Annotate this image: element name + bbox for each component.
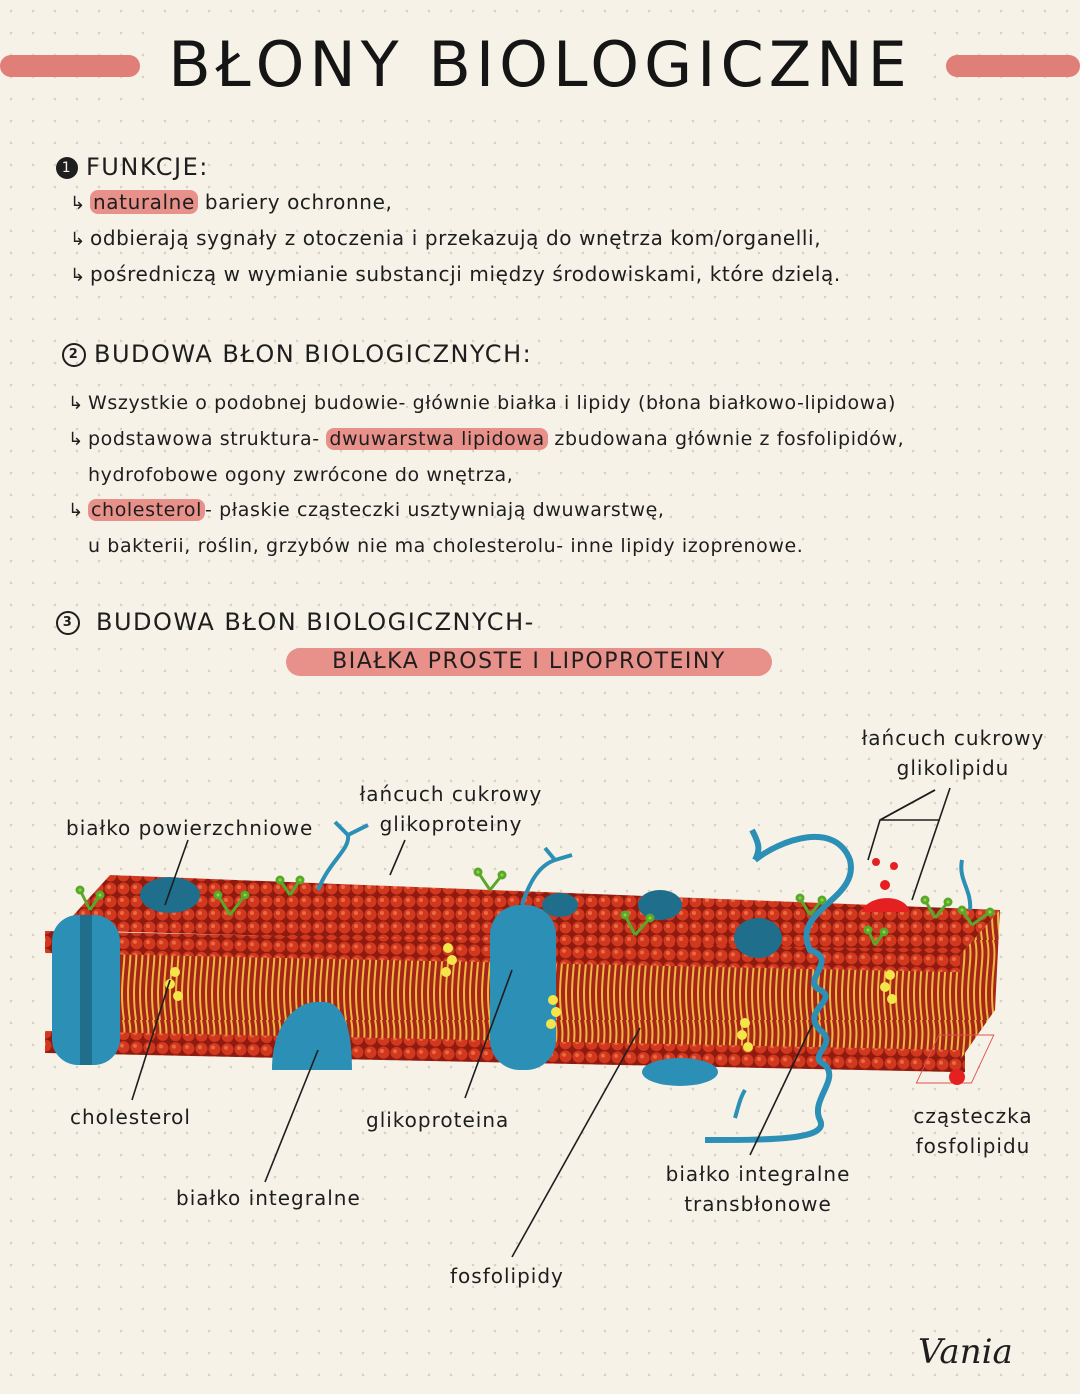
highlight-cholesterol: cholesterol — [88, 499, 205, 521]
section3-number: 3 — [56, 611, 80, 635]
section1-item-1-text: bariery ochronne, — [197, 190, 393, 214]
section3-subheading: BIAŁKA PROSTE I LIPOPROTEINY — [286, 648, 772, 676]
section2-line-3 — [88, 464, 513, 486]
section2-line-4 — [68, 499, 665, 521]
section1-item-3 — [70, 262, 841, 286]
section1-item-1 — [70, 190, 392, 214]
arrow-icon: ↳ — [70, 193, 86, 214]
channel-protein-pore — [80, 915, 92, 1065]
surface-protein — [734, 918, 782, 958]
arrow-icon: ↳ — [68, 393, 84, 414]
sugar-chain — [961, 860, 970, 910]
arrow-icon: ↳ — [68, 429, 84, 450]
signature: Vania — [918, 1332, 1013, 1372]
section2-line-2-prefix: podstawowa struktura- — [88, 428, 327, 450]
label-transmembrane-protein — [640, 1162, 876, 1216]
surface-protein — [638, 890, 682, 920]
section2-line-2 — [68, 428, 904, 450]
section2-line-3-text: hydrofobowe ogony zwrócone do wnętrza, — [88, 464, 514, 486]
highlight-naturalne: naturalne — [90, 190, 198, 214]
section1-heading — [56, 153, 209, 181]
label-transmembrane-l1: białko integralne — [665, 1162, 851, 1186]
section2-line-1 — [68, 392, 896, 414]
label-transmembrane-l2: transbłonowe — [684, 1192, 832, 1216]
surface-protein — [140, 877, 200, 913]
label-glycoprotein-sugar-l1: łańcuch cukrowy — [359, 782, 543, 806]
sugar-chain — [735, 1090, 745, 1118]
page-title — [0, 28, 1080, 101]
section2-line-1-text: Wszystkie o podobnej budowie- głównie białka i lipidy (błona białkowo-lipidowa) — [88, 392, 897, 414]
section3-heading-text: BUDOWA BŁON BIOLOGICZNYCH- — [96, 608, 535, 636]
section2-number: 2 — [62, 343, 86, 367]
label-integral-protein: białko integralne — [176, 1186, 361, 1210]
section2-heading — [62, 340, 532, 368]
arrow-icon: ↳ — [70, 229, 86, 250]
label-surface-protein: białko powierzchniowe — [66, 816, 314, 840]
transmembrane-extension — [752, 830, 758, 860]
section2-line-5-text: u bakterii, roślin, grzybów nie ma cholesterolu- inne lipidy izoprenowe. — [88, 535, 804, 557]
section3-heading — [56, 608, 535, 636]
glycolipid-sugar — [890, 862, 898, 870]
label-glycolipid-sugar-l2: glikolipidu — [896, 756, 1010, 780]
phospholipid-head — [949, 1069, 965, 1085]
section1-number: 1 — [56, 157, 78, 179]
label-glycoprotein-sugar-l2: glikoproteiny — [379, 812, 523, 836]
section1-item-2-text: odbierają sygnały z otoczenia i przekazują do wnętrza kom/organelli, — [90, 226, 822, 250]
glycolipid-head — [862, 898, 910, 912]
glycolipid-sugar — [880, 880, 890, 890]
glycoprotein-base — [642, 1058, 718, 1086]
page-title-text: BŁONY BIOLOGICZNE — [160, 28, 920, 101]
label-glycoprotein-sugar-chain — [346, 782, 556, 836]
section2-heading-text: BUDOWA BŁON BIOLOGICZNYCH: — [94, 340, 533, 368]
glycolipid-sugar — [872, 858, 880, 866]
glycoprotein-shape — [490, 905, 556, 1070]
label-glycolipid-sugar-chain — [848, 726, 1058, 780]
arrow-icon: ↳ — [68, 500, 84, 521]
section1-item-2 — [70, 226, 821, 250]
label-phospholipids: fosfolipidy — [450, 1264, 564, 1288]
label-glycolipid-sugar-l1: łańcuch cukrowy — [861, 726, 1045, 750]
section1-heading-text: FUNKCJE: — [86, 153, 209, 181]
section2-line-4-suffix: - płaskie cząsteczki usztywniają dwuwarstwę, — [205, 499, 665, 521]
section2-line-5 — [88, 535, 803, 557]
label-phospholipid-l2: fosfolipidu — [915, 1134, 1031, 1158]
section2-line-2-suffix: zbudowana głównie z fosfolipidów, — [547, 428, 905, 450]
label-cholesterol: cholesterol — [70, 1105, 191, 1129]
surface-protein — [542, 893, 578, 917]
label-phospholipid-l1: cząsteczka — [913, 1104, 1033, 1128]
label-phospholipid-molecule — [900, 1104, 1046, 1158]
highlight-dwuwarstwa: dwuwarstwa lipidowa — [326, 428, 547, 450]
label-glycoprotein: glikoproteina — [366, 1108, 510, 1132]
arrow-icon: ↳ — [70, 265, 86, 286]
section1-item-3-text: pośredniczą w wymianie substancji między środowiskami, które dzielą. — [90, 262, 841, 286]
